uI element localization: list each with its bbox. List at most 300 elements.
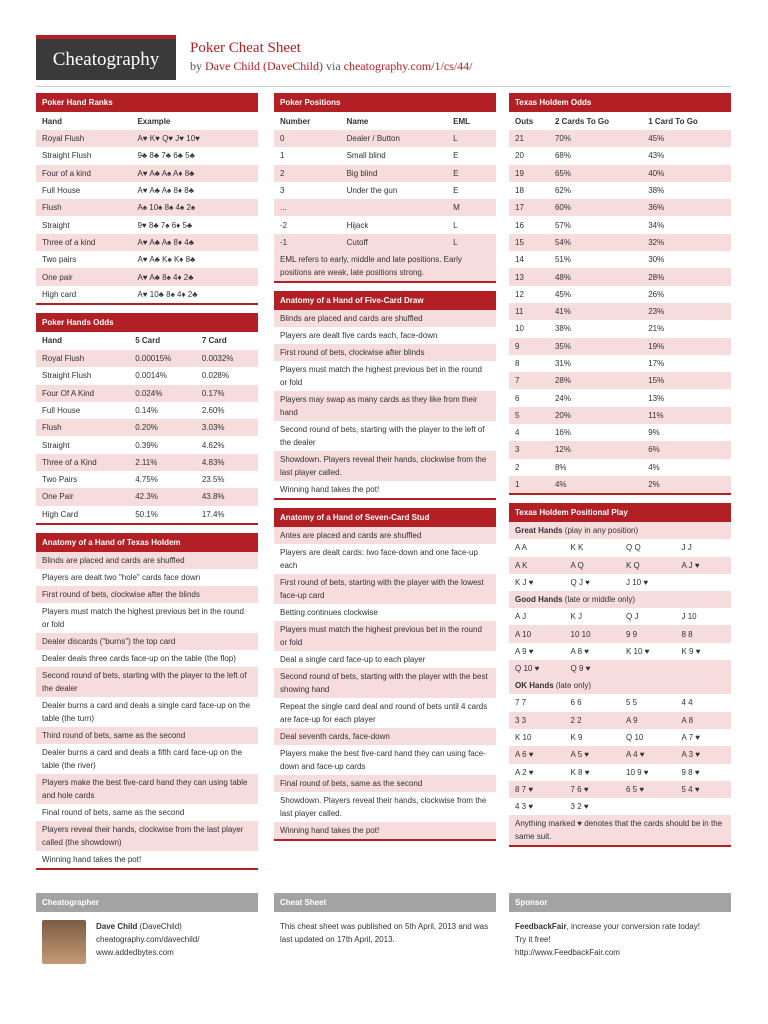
hand-cell: Q 9 ♥ xyxy=(570,664,591,674)
table-row xyxy=(274,165,496,182)
column-header: Name xyxy=(346,116,369,126)
table-cell: 2% xyxy=(648,480,660,490)
table-cell: One pair xyxy=(42,272,73,282)
table-cell: 50.1% xyxy=(135,509,158,519)
hand-cell: 6 5 ♥ xyxy=(626,784,645,794)
table-cell: 35% xyxy=(554,341,571,351)
column-header: Hand xyxy=(42,116,62,126)
hand-cell: A 7 ♥ xyxy=(681,733,701,743)
table-cell: 41% xyxy=(554,307,571,317)
table-row xyxy=(509,389,731,406)
cheat-sheet-title: Cheat Sheet xyxy=(274,893,496,912)
hand-cell xyxy=(676,798,732,815)
hand-ranks-title: Poker Hand Ranks xyxy=(36,93,258,112)
list-item: Winning hand takes the pot! xyxy=(280,485,380,495)
table-cell: 18 xyxy=(515,186,524,196)
table-row xyxy=(509,338,731,355)
column-header: Number xyxy=(280,116,311,126)
hand-cell: A 9 xyxy=(626,715,638,725)
table-cell: Big blind xyxy=(346,168,378,178)
positions-table xyxy=(274,112,496,251)
positional-title: Texas Holdem Positional Play xyxy=(509,503,731,522)
table-row xyxy=(274,216,496,233)
byline xyxy=(190,59,473,74)
table-row xyxy=(509,660,731,677)
table-cell: 0 xyxy=(280,134,285,144)
table-cell: 0.39% xyxy=(135,440,158,450)
hand-cell: A J ♥ xyxy=(681,560,700,570)
hand-cell: 5 4 ♥ xyxy=(681,784,700,794)
table-cell: Full House xyxy=(42,186,81,196)
table-row xyxy=(36,147,258,164)
table-cell: Cutoff xyxy=(346,237,368,247)
table-cell: 9 xyxy=(515,341,520,351)
table-row xyxy=(509,234,731,251)
table-row xyxy=(36,402,258,419)
hand-cell: K Q xyxy=(626,560,640,570)
list-item: Deal seventh cards, face-down xyxy=(274,728,496,745)
table-cell: Straight xyxy=(42,440,70,450)
table-cell: A♥ 10♣ 8♠ 4♦ 2♣ xyxy=(137,289,198,299)
list-item: Showdown. Players reveal their hands, clockwise from the last player called. xyxy=(274,451,496,481)
table-cell: 2 xyxy=(280,168,285,178)
list-item: Dealer burns a card and deals a single card face-up on the table (the turn) xyxy=(42,700,251,723)
table-cell: Small blind xyxy=(346,151,386,161)
table-cell: A♥ A♣ A♠ A♦ 8♣ xyxy=(137,168,195,178)
hand-cell: A A xyxy=(515,543,528,553)
table-row xyxy=(509,441,731,458)
positional-subheading: Great Hands (play in any position) xyxy=(509,522,731,539)
by-text: by xyxy=(190,59,202,73)
table-cell: 23% xyxy=(648,307,665,317)
hand-cell: 7 7 xyxy=(515,698,527,708)
hand-cell: A 8 ♥ xyxy=(570,646,590,656)
column-header: Outs xyxy=(515,116,534,126)
hand-cell: A 10 xyxy=(515,629,532,639)
table-cell: A♠ 10♠ 8♠ 4♠ 2♠ xyxy=(137,203,196,213)
table-cell: 6% xyxy=(648,445,660,455)
page-title: Poker Cheat Sheet xyxy=(190,40,301,56)
list-item: Dealer discards ("burns") the top card xyxy=(36,633,258,650)
table-row xyxy=(509,781,731,798)
hand-cell: Q J ♥ xyxy=(570,577,590,587)
table-cell: L xyxy=(453,134,458,144)
table-cell: 17% xyxy=(648,359,665,368)
table-cell: Flush xyxy=(42,423,62,433)
author-link[interactable]: Dave Child (DaveChild) xyxy=(205,59,323,73)
table-row xyxy=(274,147,496,164)
list-item: Betting continues clockwise xyxy=(280,608,378,618)
texas-anatomy-list xyxy=(36,552,258,868)
hand-cell xyxy=(676,574,732,591)
table-cell: 5 xyxy=(515,410,520,420)
list-item: Players must match the highest previous bet in the round or fold xyxy=(42,606,244,629)
hand-cell: 8 7 ♥ xyxy=(515,784,534,794)
sponsor-box xyxy=(509,893,731,963)
table-cell: 2.11% xyxy=(135,457,158,467)
table-cell: 43.8% xyxy=(201,492,225,502)
table-header xyxy=(36,112,258,130)
table-cell: 0.024% xyxy=(135,388,163,398)
positions-title: Poker Positions xyxy=(274,93,496,112)
table-cell: 28% xyxy=(554,376,571,386)
table-row xyxy=(509,372,731,389)
table-cell: High card xyxy=(42,289,77,299)
table-row xyxy=(274,234,496,251)
hand-cell: A Q xyxy=(570,560,584,570)
table-cell: 68% xyxy=(554,151,571,161)
hand-ranks-box xyxy=(36,93,258,305)
cheatographer-box xyxy=(36,893,258,964)
list-item: First round of bets, clockwise after blinds xyxy=(274,344,496,361)
hand-cell: K K xyxy=(570,543,584,553)
table-cell: A♥ A♣ A♠ 8♦ 8♣ xyxy=(137,186,194,196)
table-cell: 32% xyxy=(648,237,665,247)
table-cell: 34% xyxy=(648,220,665,230)
hand-cell: 10 10 xyxy=(570,629,591,639)
hand-cell: A 8 xyxy=(681,715,694,725)
sponsor-name[interactable]: FeedbackFair xyxy=(515,922,567,931)
hand-cell: 2 2 xyxy=(570,715,582,725)
table-cell: 12% xyxy=(554,445,571,455)
list-item: Antes are placed and cards are shuffled xyxy=(274,527,496,544)
table-cell: L xyxy=(453,220,458,230)
table-cell: 42.3% xyxy=(135,492,158,502)
table-row xyxy=(509,539,731,556)
table-cell: Royal Flush xyxy=(42,354,85,364)
avatar xyxy=(42,920,86,964)
table-cell: 20 xyxy=(515,151,524,161)
table-cell: Straight xyxy=(42,220,70,230)
table-header xyxy=(274,112,496,130)
hand-cell: A J xyxy=(515,612,527,622)
hand-odds-title: Poker Hands Odds xyxy=(36,313,258,332)
table-cell: -1 xyxy=(280,237,288,247)
table-cell: 26% xyxy=(648,289,665,299)
texas-anatomy-box xyxy=(36,533,258,870)
table-cell: Under the gun xyxy=(346,186,398,196)
list-item: Winning hand takes the pot! xyxy=(42,854,142,864)
table-header xyxy=(36,332,258,350)
table-row xyxy=(509,694,731,711)
seven-card-list xyxy=(274,527,496,839)
hand-cell: K 9 xyxy=(570,733,583,743)
column-header: 7 Card xyxy=(201,336,227,346)
hand-cell: A K xyxy=(515,560,528,570)
hand-cell: Q Q xyxy=(626,543,641,553)
table-cell: 48% xyxy=(554,272,571,282)
table-cell: 0.028% xyxy=(201,371,229,381)
table-cell: A♥ A♣ 8♠ 4♦ 2♣ xyxy=(137,272,194,282)
table-cell: 45% xyxy=(554,289,571,299)
list-item: Final round of bets, same as the second xyxy=(274,775,496,792)
hand-cell xyxy=(676,660,732,677)
sponsor-text: , increase your conversion rate today! xyxy=(566,922,700,931)
table-header xyxy=(509,112,731,130)
table-row xyxy=(274,130,496,147)
table-cell: 11 xyxy=(515,307,524,317)
column-header: 2 Cards To Go xyxy=(554,116,610,126)
table-cell: 4.75% xyxy=(135,475,158,485)
cheat-sheet-text: This cheat sheet was published on 5th April, 2013 and was last updated on 17th April, 2013. xyxy=(280,922,489,944)
table-cell: 0.0032% xyxy=(201,354,234,364)
table-cell xyxy=(341,199,448,216)
list-item: First round of bets, starting with the player with the lowest face-up card xyxy=(274,574,496,604)
table-cell: 23.5% xyxy=(201,475,225,485)
hand-cell: K 9 ♥ xyxy=(681,646,701,656)
sponsor-url[interactable]: http://www.FeedbackFair.com xyxy=(515,948,620,957)
author-link-2[interactable]: www.addedbytes.com xyxy=(96,948,174,957)
table-cell: Hijack xyxy=(346,220,369,230)
hand-cell: Q J xyxy=(626,612,639,622)
hand-cell: 6 6 xyxy=(570,698,582,708)
positional-subheading: OK Hands (late only) xyxy=(509,677,731,694)
table-row xyxy=(36,234,258,251)
column-right xyxy=(509,93,731,855)
table-cell: 54% xyxy=(554,237,571,247)
positional-subheading: Good Hands (late or middle only) xyxy=(509,591,731,608)
table-row xyxy=(509,216,731,233)
positions-note: EML refers to early, middle and late positions. Early positions are weak, late positions strong. xyxy=(274,251,496,281)
hand-cell xyxy=(620,798,676,815)
table-cell: Straight Flush xyxy=(42,151,92,161)
table-cell: 62% xyxy=(554,186,571,196)
hand-cell: 10 9 ♥ xyxy=(626,767,649,777)
hand-cell: A 4 ♥ xyxy=(626,750,645,760)
table-cell: ... xyxy=(280,203,287,213)
table-cell: Four Of A Kind xyxy=(42,388,95,398)
header-divider xyxy=(36,86,731,87)
column-header: Example xyxy=(137,116,171,126)
hand-odds-table xyxy=(36,332,258,523)
table-cell: 7 xyxy=(515,376,520,386)
table-row xyxy=(36,251,258,268)
author-link-1[interactable]: cheatography.com/davechild/ xyxy=(96,935,200,944)
table-cell: 14 xyxy=(515,255,524,265)
table-cell: 1 xyxy=(280,151,285,161)
table-cell: E xyxy=(453,151,459,161)
list-item: Deal a single card face-up to each player xyxy=(280,655,426,665)
hand-cell: K 10 ♥ xyxy=(626,646,650,656)
table-row xyxy=(509,355,731,372)
sponsor-try: Try it free! xyxy=(515,935,551,944)
hand-cell: 4 4 xyxy=(681,698,693,708)
table-cell: 20% xyxy=(554,410,571,420)
table-row xyxy=(36,350,258,367)
list-item: Players make the best five-card hand they can using table and hole cards xyxy=(36,774,258,804)
hand-ranks-table xyxy=(36,112,258,303)
list-item: Players are dealt five cards each, face-down xyxy=(280,331,438,341)
table-row xyxy=(36,216,258,233)
hand-cell: A 6 ♥ xyxy=(515,750,534,760)
table-cell: 4.83% xyxy=(201,457,225,467)
author-handle: (DaveChild) xyxy=(139,922,182,931)
hand-cell: A 2 ♥ xyxy=(515,767,534,777)
table-row xyxy=(509,608,731,625)
list-item: Winning hand takes the pot! xyxy=(274,822,496,839)
column-header: 1 Card To Go xyxy=(648,116,698,126)
table-row xyxy=(509,268,731,285)
list-item: Dealer deals three cards face-up on the table (the flop) xyxy=(42,653,236,663)
table-cell: 11% xyxy=(648,410,664,420)
table-row xyxy=(509,574,731,591)
table-cell: A♥ A♣ K♠ K♦ 8♣ xyxy=(137,255,196,265)
table-cell: 21 xyxy=(515,134,524,144)
table-cell: 17 xyxy=(515,203,524,213)
table-cell: Three of a kind xyxy=(42,237,96,247)
hand-cell: 5 5 xyxy=(626,698,638,708)
odds-table xyxy=(509,112,731,493)
table-cell: 2 xyxy=(515,462,520,472)
table-cell: Full House xyxy=(42,406,81,415)
hand-cell: A 3 ♥ xyxy=(681,750,701,760)
table-cell: 40% xyxy=(648,168,665,178)
list-item: Repeat the single card deal and round of bets until 4 cards are face-up for each player xyxy=(280,702,488,725)
column-header: Hand xyxy=(42,336,62,346)
table-cell: 16% xyxy=(554,428,571,438)
cheatography-logo[interactable]: Cheatography xyxy=(36,35,176,80)
sheet-url-link[interactable]: cheatography.com/1/cs/44/ xyxy=(343,59,473,73)
table-cell: 9♣ 8♣ 7♣ 6♣ 5♣ xyxy=(137,151,195,161)
list-item: Players are dealt two "hole" cards face down xyxy=(42,572,201,582)
table-cell: 0.00015% xyxy=(135,354,172,364)
list-item: Final round of bets, same as the second xyxy=(42,807,185,817)
hand-cell: 8 8 xyxy=(681,629,693,639)
via-text: via xyxy=(325,59,341,73)
table-cell: 65% xyxy=(554,168,571,178)
table-row xyxy=(509,165,731,182)
seven-card-box xyxy=(274,508,496,841)
table-row xyxy=(36,436,258,453)
table-cell: 60% xyxy=(554,203,571,213)
hand-cell: A 9 ♥ xyxy=(515,646,534,656)
table-cell: 15% xyxy=(648,376,665,386)
table-cell: 57% xyxy=(554,220,571,230)
positional-body xyxy=(509,522,731,815)
hand-cell: J J xyxy=(681,543,692,553)
table-cell: -2 xyxy=(280,220,288,230)
cheat-sheet-box xyxy=(274,893,496,950)
table-row xyxy=(274,182,496,199)
table-cell: 4% xyxy=(648,462,660,472)
list-item: Players may swap as many cards as they like from their hand xyxy=(274,391,496,421)
list-item: Second round of bets, starting with the player with the best showing hand xyxy=(274,668,496,698)
positional-note: Anything marked ♥ denotes that the cards should be in the same suit. xyxy=(509,815,731,845)
list-item: Blinds are placed and cards are shuffled xyxy=(274,310,496,327)
list-item: Dealer burns a card and deals a fifth card face-up on the table (the river) xyxy=(42,747,243,770)
table-cell: E xyxy=(453,168,459,178)
table-row xyxy=(36,506,258,523)
table-row xyxy=(509,424,731,441)
column-header: 5 Card xyxy=(135,336,161,346)
table-cell: Dealer / Button xyxy=(346,134,400,144)
table-cell: 19 xyxy=(515,168,524,178)
table-cell: Flush xyxy=(42,203,62,213)
table-cell: 1 xyxy=(515,480,520,490)
table-row xyxy=(509,712,731,729)
table-cell: M xyxy=(453,203,460,213)
list-item: Blinds are placed and cards are shuffled xyxy=(36,552,258,569)
table-cell: Straight Flush xyxy=(42,371,92,381)
table-cell: 38% xyxy=(648,186,665,196)
table-cell: 12 xyxy=(515,289,524,299)
table-cell: 0.0014% xyxy=(135,371,167,381)
table-cell: 3 xyxy=(515,445,520,455)
table-row xyxy=(36,199,258,216)
table-cell: 0.14% xyxy=(135,406,158,415)
hand-cell: Q 10 ♥ xyxy=(515,664,540,674)
odds-box xyxy=(509,93,731,495)
table-cell: Royal Flush xyxy=(42,134,85,144)
hand-cell: 4 3 ♥ xyxy=(515,802,534,812)
five-card-title: Anatomy of a Hand of Five-Card Draw xyxy=(274,291,496,310)
table-cell: 4 xyxy=(515,428,520,438)
table-cell: 9♥ 8♣ 7♠ 6♦ 5♣ xyxy=(137,220,193,230)
positional-hands-table xyxy=(509,539,731,591)
table-cell: 8% xyxy=(554,462,567,472)
table-row xyxy=(509,303,731,320)
table-cell: 3.03% xyxy=(201,423,225,433)
table-cell: Three of a Kind xyxy=(42,457,97,467)
table-cell: E xyxy=(453,186,459,196)
table-cell: 24% xyxy=(554,393,571,403)
table-row xyxy=(509,729,731,746)
table-cell: 2.60% xyxy=(201,406,225,415)
cheatographer-title: Cheatographer xyxy=(36,893,258,912)
table-row xyxy=(36,182,258,199)
table-cell: 31% xyxy=(554,359,571,368)
table-cell: 45% xyxy=(648,134,665,144)
hand-cell: 7 6 ♥ xyxy=(570,784,589,794)
table-row xyxy=(509,764,731,781)
hand-cell: J 10 xyxy=(681,612,697,622)
table-row xyxy=(36,130,258,147)
table-row xyxy=(36,454,258,471)
table-cell: Four of a kind xyxy=(42,168,91,178)
hand-cell: J 10 ♥ xyxy=(626,577,649,587)
table-cell: Two Pairs xyxy=(42,475,78,485)
hand-odds-box xyxy=(36,313,258,525)
table-cell: Two pairs xyxy=(42,255,77,265)
positions-box xyxy=(274,93,496,283)
table-cell: One Pair xyxy=(42,492,74,502)
hand-cell: Q 10 xyxy=(626,733,644,743)
table-row xyxy=(274,199,496,216)
table-cell: 15 xyxy=(515,237,524,247)
table-cell: 9% xyxy=(648,428,660,438)
table-row xyxy=(36,367,258,384)
table-cell: 10 xyxy=(515,324,524,334)
seven-card-title: Anatomy of a Hand of Seven-Card Stud xyxy=(274,508,496,527)
table-cell: 36% xyxy=(648,203,665,213)
table-cell: 43% xyxy=(648,151,665,161)
table-row xyxy=(509,643,731,660)
table-cell: 4% xyxy=(554,480,567,490)
texas-anatomy-title: Anatomy of a Hand of Texas Holdem xyxy=(36,533,258,552)
table-cell: 8 xyxy=(515,359,520,368)
list-item: Players are dealt cards: two face-down and one face-up each xyxy=(280,548,478,571)
positional-box xyxy=(509,503,731,847)
list-item: Players must match the highest previous bet in the round or fold xyxy=(280,365,482,388)
table-row xyxy=(509,320,731,337)
table-cell: 70% xyxy=(554,134,571,144)
table-row xyxy=(36,471,258,488)
odds-title: Texas Holdem Odds xyxy=(509,93,731,112)
table-row xyxy=(36,419,258,436)
table-row xyxy=(509,459,731,476)
hand-cell: 3 2 ♥ xyxy=(570,802,589,812)
table-cell: 28% xyxy=(648,272,665,282)
